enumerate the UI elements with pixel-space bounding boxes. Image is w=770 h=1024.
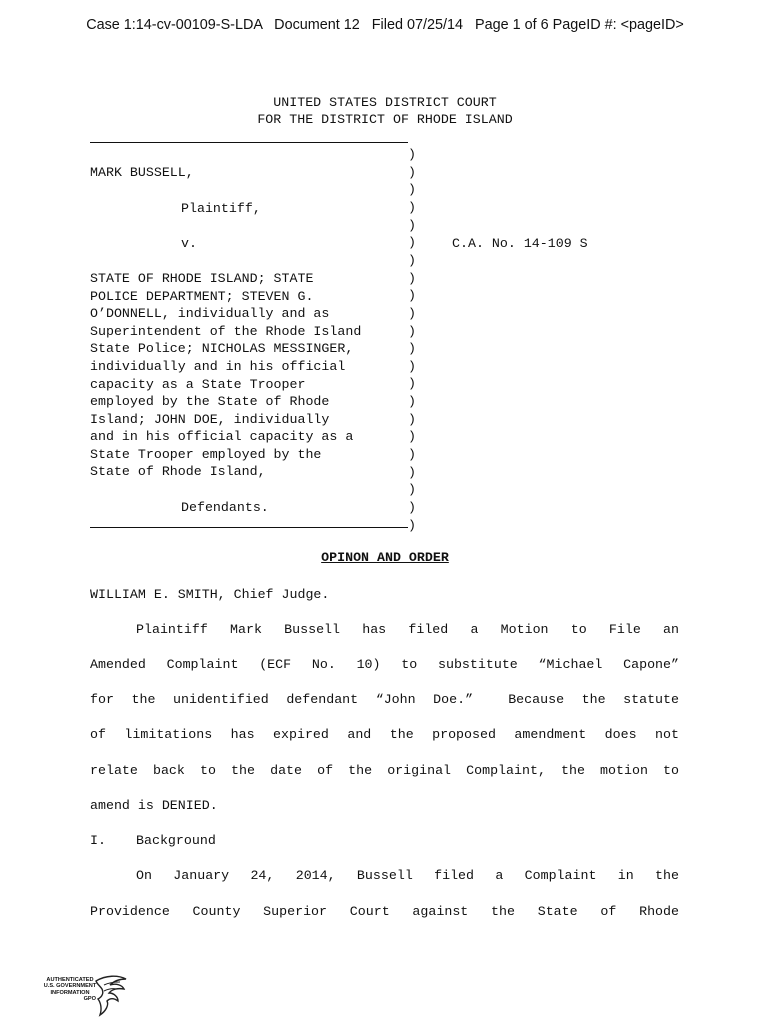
caption-paren: ) [408,429,416,445]
court-district: FOR THE DISTRICT OF RHODE ISLAND [257,112,513,127]
caption-paren: ) [408,323,416,339]
caption-bottom-rule [90,527,408,528]
caption-paren: ) [408,447,416,462]
defendant-line: capacity as a State Trooper [90,377,306,392]
defendant-line: POLICE DEPARTMENT; STEVEN G. [90,289,314,304]
defendant-line: and in his official capacity as a [90,429,354,444]
caption-paren: ) [408,270,416,286]
defendant-line: Superintendent of the Rhode Island [90,324,362,339]
case-number-header: Case 1:14-cv-00109-S-LDA [86,17,263,33]
versus: v. [181,236,197,251]
defendant-line: Island; JOHN DOE, individually [90,412,330,427]
caption-paren: ) [408,164,416,180]
section-title: Background [136,833,216,848]
defendant-line: State of Rhode Island, [90,464,266,479]
section-number: I. [90,833,106,848]
plaintiff-label: Plaintiff, [181,201,261,216]
body-line: for the unidentified defendant “John Doe.” Because the statute [90,692,679,707]
body-line: Amended Complaint (ECF No. 10) to substitute “Michael Capone” [90,657,679,672]
opinion-title: OPINON AND ORDER [321,550,449,565]
caption-top-rule [90,142,408,143]
seal-line: INFORMATION [50,989,90,996]
defendant-line: STATE OF RHODE ISLAND; STATE [90,271,314,286]
caption-paren: ) [408,217,416,233]
body-line: of limitations has expired and the proposed amendment does not [90,727,679,742]
gpo-authentication-seal [40,973,130,1017]
caption-paren: ) [408,199,416,215]
body-line: relate back to the date of the original Complaint, the motion to [90,763,679,778]
civil-action-number: C.A. No. 14-109 S [452,236,588,251]
caption-paren: ) [408,500,416,515]
seal-line: AUTHENTICATED [46,977,94,983]
caption-paren: ) [408,411,416,427]
filed-date: Filed 07/25/14 [371,17,463,33]
defendant-line: State Trooper employed by the [90,447,322,462]
body-line-last: amend is DENIED. [90,798,218,813]
judge-line: WILLIAM E. SMITH, Chief Judge. [90,587,330,602]
seal-text [42,977,98,1003]
body-line: On January 24, 2014, Bussell filed a Complaint in the [136,868,679,883]
caption-paren: ) [408,464,416,480]
defendant-line: O’DONNELL, individually and as [90,306,330,321]
seal-line: GPO [83,996,96,1003]
caption-paren: ) [408,517,416,533]
caption-paren: ) [408,341,416,357]
caption-paren: ) [408,235,416,251]
caption-paren: ) [408,305,416,321]
court-name: UNITED STATES DISTRICT COURT [273,95,497,110]
caption-paren: ) [408,376,416,392]
document-number: Document 12 [274,17,360,33]
caption-paren: ) [408,182,416,198]
body-line: Plaintiff Mark Bussell has filed a Motion to File an [136,622,679,637]
eagle-icon [92,973,132,1017]
ecf-header [0,17,770,33]
defendant-line: employed by the State of Rhode [90,394,330,409]
caption-paren: ) [408,288,416,304]
caption-paren: ) [408,394,416,410]
caption-paren: ) [408,252,416,268]
body-line: Providence County Superior Court against the State of Rhode [90,904,679,919]
caption-paren: ) [408,147,416,162]
seal-line: U.S. GOVERNMENT [43,983,97,990]
plaintiff-name: MARK BUSSELL, [90,165,194,180]
page-info: Page 1 of 6 PageID #: <pageID> [474,17,684,33]
defendant-line: State Police; NICHOLAS MESSINGER, [90,341,354,356]
caption-paren: ) [408,358,416,374]
defendants-label: Defendants. [181,500,269,515]
defendant-line: individually and in his official [90,359,346,374]
caption-paren: ) [408,482,416,498]
